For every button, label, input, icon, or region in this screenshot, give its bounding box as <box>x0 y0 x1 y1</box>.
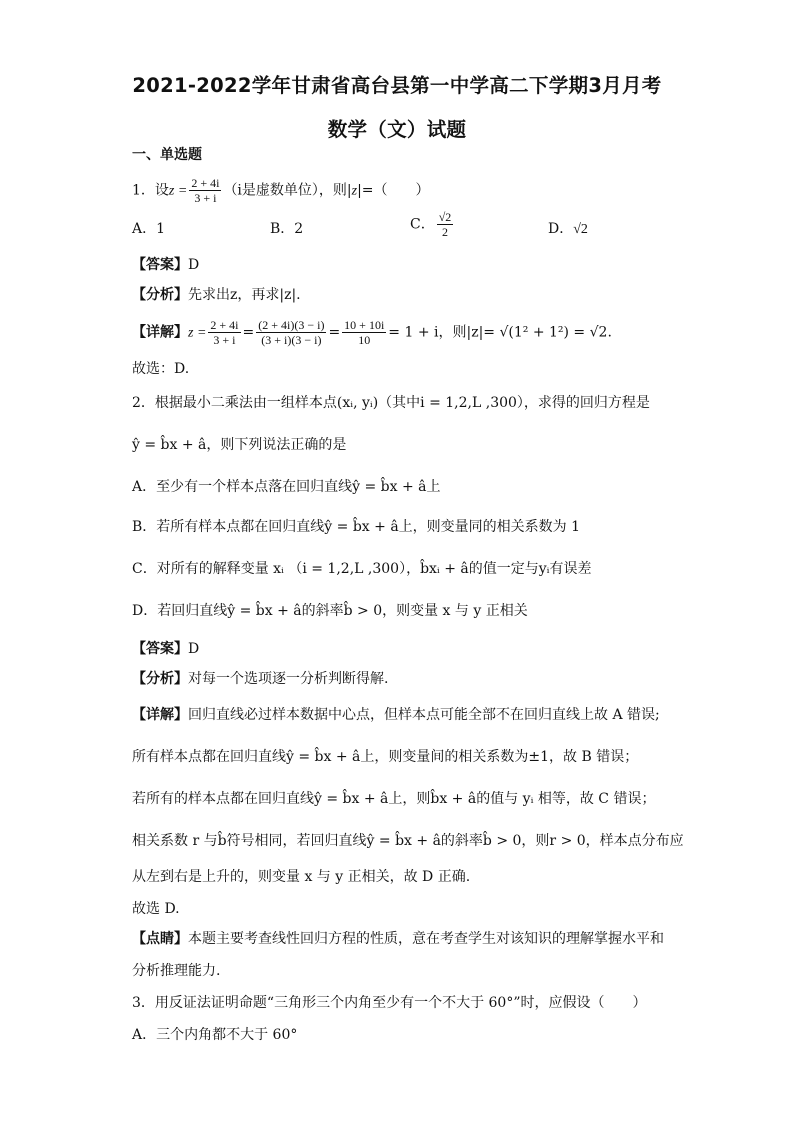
q2-detail-line1 <box>132 706 660 724</box>
q1-detail-frac2-den: (3 + i)(3 − i) <box>261 333 322 347</box>
q2-conclusion: 故选 D. <box>132 901 180 917</box>
q1-detail <box>132 318 612 347</box>
q1-detail-tag: 【详解】 <box>132 324 188 341</box>
q2-option-c: C．对所有的解释变量 xᵢ （i = 1,2,L ,300），b̂xᵢ + â的值一定与yᵢ有误差 <box>132 561 592 577</box>
q2-detail-line3: 若所有的样本点都在回归直线ŷ = b̂x + â上，则b̂x + â的值与 yᵢ 相等，故 C 错误； <box>132 791 656 807</box>
q2-detail-text1: 回归直线必过样本数据中心点，但样本点可能全部不在回归直线上故 A 错误; <box>188 707 660 723</box>
q3-option-a: A．三个内角都不大于 60° <box>132 1027 298 1043</box>
q1-detail-frac1-den: 3 + i <box>213 333 236 347</box>
q1-answer <box>132 256 199 274</box>
q1-detail-frac2 <box>256 318 326 347</box>
q1-option-c-num: √2 <box>438 210 452 224</box>
q2-comment-line1 <box>132 930 664 948</box>
q1-option-c-den: 2 <box>442 225 449 239</box>
q1-detail-tail: = 1 + i，则|z|= √(1² + 1²) = √2. <box>388 324 612 341</box>
q2-comment-text1: 本题主要考查线性回归方程的性质，意在考查学生对该知识的理解掌握水平和 <box>188 931 664 947</box>
q2-comment-line2: 分析推理能力. <box>132 963 221 979</box>
q1-option-c-label: C． <box>410 216 435 233</box>
q1-stem-prefix: 1．设 <box>132 182 169 199</box>
q1-option-c-fraction <box>437 210 454 239</box>
q1-fraction <box>189 176 221 205</box>
q1-detail-eq1: = <box>242 324 255 341</box>
q1-option-d-label: D． <box>548 221 574 237</box>
q1-detail-frac1 <box>208 318 240 347</box>
q1-stem <box>132 176 430 205</box>
q2-detail-line5: 从左到右是上升的，则变量 x 与 y 正相关，故 D 正确. <box>132 869 471 885</box>
q2-detail-line4: 相关系数 r 与b̂符号相同，若回归直线ŷ = b̂x + â的斜率b̂ > 0，则r > 0，样本点分布应 <box>132 833 684 849</box>
q1-frac-den: 3 + i <box>194 191 217 205</box>
q2-option-b: B．若所有样本点都在回归直线ŷ = b̂x + â上，则变量同的相关系数为 1 <box>132 519 581 535</box>
q2-analysis-tag: 【分析】 <box>132 671 188 687</box>
q1-option-d-value: √2 <box>573 222 588 237</box>
q2-comment-tag: 【点睛】 <box>132 931 188 947</box>
q1-detail-frac3-den: 10 <box>358 333 371 347</box>
q1-frac-num: 2 + 4i <box>191 176 220 190</box>
q2-option-a: A．至少有一个样本点落在回归直线ŷ = b̂x + â上 <box>132 479 441 495</box>
q1-analysis-tag: 【分析】 <box>132 287 188 303</box>
q1-detail-frac2-num: (2 + 4i)(3 − i) <box>258 318 325 332</box>
q2-stem-line1: 2．根据最小二乘法由一组样本点(xᵢ, yᵢ)（其中i = 1,2,L ,300），求得的回归方程是 <box>132 395 650 411</box>
section-heading: 一、单选题 <box>132 147 202 163</box>
q2-answer-value: D <box>188 641 200 657</box>
q1-answer-tag: 【答案】 <box>132 257 188 273</box>
q1-stem-suffix: （i是虚数单位），则| <box>223 182 352 199</box>
q2-analysis <box>132 670 388 688</box>
q2-detail-tag: 【详解】 <box>132 707 188 723</box>
q2-option-d: D．若回归直线ŷ = b̂x + â的斜率b̂ > 0，则变量 x 与 y 正相关 <box>132 603 528 619</box>
doc-title-line1: 2021-2022学年甘肃省高台县第一中学高二下学期3月月考 <box>132 74 662 97</box>
q1-option-c <box>410 210 455 239</box>
q2-analysis-text: 对每一个选项逐一分析判断得解. <box>188 671 389 687</box>
q2-stem-line2: ŷ = b̂x + â，则下列说法正确的是 <box>132 437 347 453</box>
q1-detail-frac3-num: 10 + 10i <box>344 318 385 332</box>
q3-stem: 3．用反证法证明命题“三角形三个内角至少有一个不大于 60°”时，应假设（ ） <box>132 995 647 1011</box>
q1-conclusion: 故选：D. <box>132 361 190 377</box>
q1-option-d <box>548 218 588 238</box>
q1-z-eq: z = <box>168 183 188 199</box>
q1-detail-frac3 <box>342 318 386 347</box>
q1-z-abs: z <box>351 183 358 199</box>
q2-answer <box>132 640 199 658</box>
q1-detail-z: z = <box>188 325 207 341</box>
q1-stem-end: |=（ ） <box>357 182 430 199</box>
q1-answer-value: D <box>188 257 200 273</box>
q1-detail-frac1-num: 2 + 4i <box>210 318 239 332</box>
q1-option-b: B．2 <box>270 221 304 237</box>
q1-option-a: A．1 <box>132 221 166 237</box>
q2-answer-tag: 【答案】 <box>132 641 188 657</box>
q1-analysis-text: 先求出z，再求|z|. <box>188 287 301 303</box>
q1-detail-eq2: = <box>328 324 341 341</box>
q2-detail-line2: 所有样本点都在回归直线ŷ = b̂x + â上，则变量间的相关系数为±1，故 B 错误； <box>132 749 639 765</box>
doc-title-line2: 数学（文）试题 <box>327 118 467 141</box>
q1-analysis <box>132 286 301 304</box>
